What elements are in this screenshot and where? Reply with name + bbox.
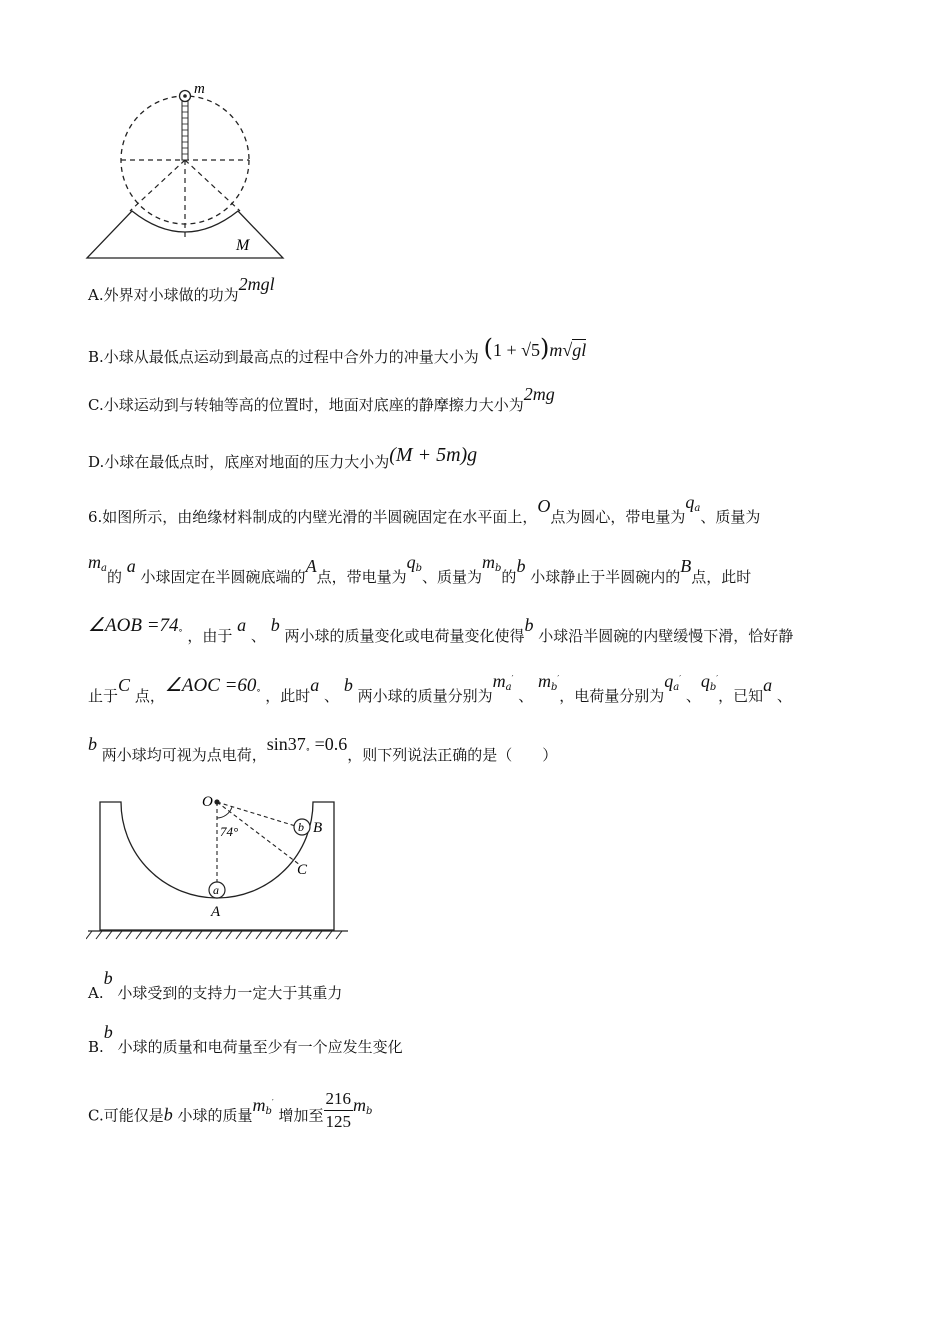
label-C: C — [297, 862, 308, 878]
option-a-expr: 2mgl — [238, 274, 275, 294]
label-74: 74° — [220, 824, 239, 839]
option-d — [88, 444, 478, 473]
q6-line-2: $m_a$的 a 小球固定在半圆碗底端的A点，带电量为$q_b$、质量为$m_b$的b 小球静止于半圆碗内的B点，此时 — [88, 552, 752, 586]
option-a — [88, 274, 275, 305]
figure-bowl — [86, 790, 356, 942]
q6-line-5: b 两小球均可视为点电荷，sin37° =0.6，则下列说法正确的是（ ） — [88, 734, 558, 764]
option-d-expr: (M + 5m)g — [389, 444, 478, 466]
option-c — [88, 384, 555, 415]
option-c-expr: 2mg — [523, 384, 555, 404]
q6-option-c: C.可能仅是b 小球的质量$m_b'$ 增加至 $\frac{216}{125}$ $m_b$ — [88, 1089, 373, 1131]
label-m: m — [194, 81, 205, 97]
option-a-text: A.外界对小球做的功为 — [88, 286, 239, 304]
label-B: B — [313, 820, 323, 836]
label-M: M — [236, 237, 250, 254]
option-c-text: C.小球运动到与转轴等高的位置时，地面对底座的静摩擦力大小为 — [88, 396, 524, 414]
q6-line-1: 6.如图所示，由绝缘材料制成的内壁光滑的半圆碗固定在水平面上，O点为圆心，带电量为$q_a$、质量为 — [88, 492, 761, 526]
option-d-text: D.小球在最低点时，底座对地面的压力大小为 — [88, 453, 390, 471]
q6-option-a: A.b 小球受到的支持力一定大于其重力 — [88, 968, 343, 1002]
ball-b-label: b — [298, 820, 304, 834]
q6-line-4: 止于C 点，∠AOC =60° ，此时a 、 b 两小球的质量分别为$m_a'$ 、 $m_b'$，电荷量分别为$q_a'$ 、$q_b'$，已知a 、 — [88, 671, 792, 705]
label-A: A — [211, 904, 221, 920]
q6-line-3: ∠AOB =74° ，由于 a 、 b 两小球的质量变化或电荷量变化使得b 小球沿半圆碗的内壁缓慢下滑，恰好静 — [88, 615, 794, 645]
figure-rotating-ball — [84, 78, 294, 263]
q6-option-b: B.b 小球的质量和电荷量至少有一个应发生变化 — [88, 1022, 403, 1056]
ball-a-label: a — [213, 883, 219, 897]
option-b: B.小球从最低点运动到最高点的过程中合外力的冲量大小为 (1 + √5)m√gl — [88, 334, 587, 366]
label-O: O — [202, 794, 213, 810]
option-b-text: B.小球从最低点运动到最高点的过程中合外力的冲量大小为 — [88, 348, 479, 366]
